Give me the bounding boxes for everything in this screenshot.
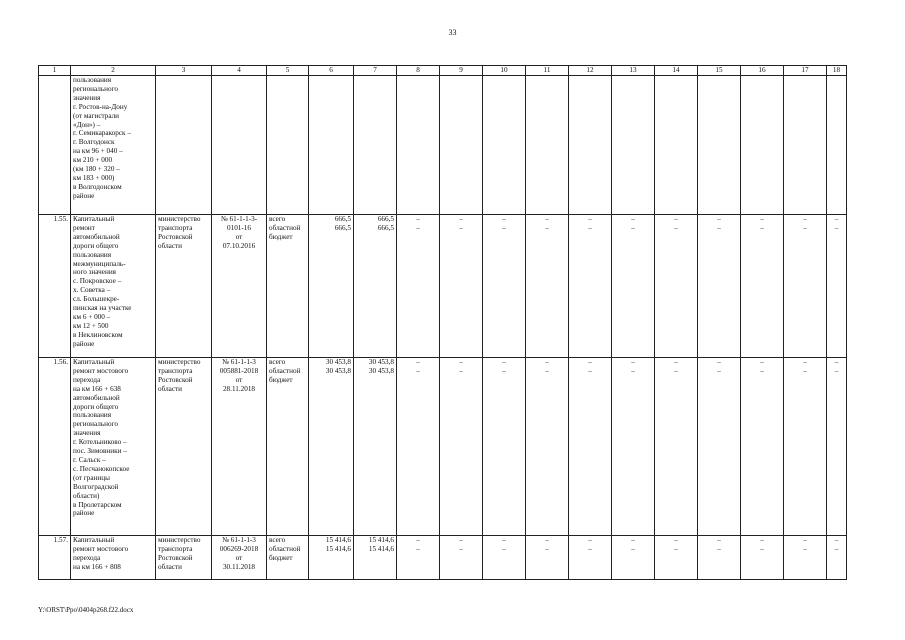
year-col-15 [698, 215, 741, 358]
amount-col-7 [354, 215, 397, 358]
year-col-18 [827, 215, 847, 358]
year-col-9 [440, 536, 483, 580]
document-ref [212, 215, 267, 358]
dash-value: – [717, 366, 721, 375]
year-col-12 [569, 358, 612, 536]
dash-value [743, 85, 781, 94]
dash-value: – [459, 366, 463, 375]
column-number-7: 7 [354, 66, 397, 76]
funding-source [267, 76, 309, 215]
column-number-16: 16 [741, 66, 784, 76]
document-ref-text: № 61-1-1-3- 0101-16 от 07.10.2016 [220, 215, 258, 250]
document-ref-text: № 61-1-1-3 006269-2018 от 30.11.2018 [219, 536, 259, 571]
column-number-13: 13 [612, 66, 655, 76]
table-row [39, 358, 847, 536]
year-col-14 [655, 76, 698, 215]
amount-value: 666,5 [334, 215, 351, 223]
responsible-org [156, 215, 212, 358]
year-col-8 [397, 358, 440, 536]
amount-value [311, 76, 351, 85]
amount-col-6 [309, 358, 354, 536]
funding-source-src2: областной бюджет [269, 223, 301, 241]
dash-value [528, 76, 566, 85]
dash-value: – [545, 536, 549, 544]
dash-value: – [803, 223, 807, 232]
column-number-1: 1 [39, 66, 71, 76]
year-col-17 [784, 215, 827, 358]
dash-value: – [760, 223, 764, 232]
dash-value [700, 85, 738, 94]
year-col-13 [612, 358, 655, 536]
funding-source [267, 358, 309, 536]
dash-value [571, 76, 609, 85]
dash-value: – [717, 358, 721, 366]
year-col-10 [483, 215, 526, 358]
year-col-12 [569, 536, 612, 580]
dash-value: – [631, 223, 635, 232]
year-col-8 [397, 76, 440, 215]
dash-value [399, 76, 437, 85]
object-name-text: пользования регионального значения г. Ростов-на-Дону (от магистрали «Дон») – г. Семикаракорск – г. Волгодонск на км 96 + 040 – км 210 + 000 (км 180 + 320 – км 183 + 000) в Волгодонском районе [73, 76, 131, 200]
year-col-13 [612, 76, 655, 215]
column-number-17: 17 [784, 66, 827, 76]
dash-value: – [588, 544, 592, 553]
responsible-org [156, 358, 212, 536]
dash-value: – [803, 366, 807, 375]
column-number-6: 6 [309, 66, 354, 76]
dash-value [657, 85, 695, 94]
dash-value: – [459, 544, 463, 553]
dash-value: – [502, 536, 506, 544]
year-col-14 [655, 536, 698, 580]
dash-value [399, 85, 437, 94]
object-name-text: Капитальный ремонт мостового перехода на км 166 + 808 [73, 536, 129, 571]
dash-value: – [834, 544, 839, 553]
dash-value: – [502, 223, 506, 232]
dash-value [442, 85, 480, 94]
amount-value: 666,5 [334, 223, 351, 232]
document-ref [212, 536, 267, 580]
responsible-org-text: министерство транспорта Ростовской области [158, 536, 201, 571]
column-number-11: 11 [526, 66, 569, 76]
dash-value: – [459, 536, 463, 544]
year-col-11 [526, 215, 569, 358]
dash-value: – [416, 544, 420, 553]
row-number [39, 358, 71, 536]
year-col-10 [483, 358, 526, 536]
dash-value: – [717, 544, 721, 553]
dash-value: – [631, 366, 635, 375]
amount-value: 15 414,6 [325, 536, 351, 544]
table-row [39, 536, 847, 580]
dash-value: – [588, 536, 592, 544]
column-number-3: 3 [156, 66, 212, 76]
responsible-org-text: министерство транспорта Ростовской области [158, 358, 201, 393]
amount-col-6 [309, 215, 354, 358]
dash-value: – [717, 536, 721, 544]
year-col-17 [784, 76, 827, 215]
document-ref [212, 76, 267, 215]
dash-value: – [674, 544, 678, 553]
year-col-11 [526, 536, 569, 580]
year-col-8 [397, 215, 440, 358]
year-col-15 [698, 536, 741, 580]
year-col-13 [612, 215, 655, 358]
dash-value: – [416, 366, 420, 375]
year-col-9 [440, 76, 483, 215]
dash-value: – [545, 215, 549, 223]
year-col-9 [440, 358, 483, 536]
dash-value: – [502, 358, 506, 366]
amount-value [311, 85, 351, 94]
dash-value: – [588, 366, 592, 375]
dash-value: – [588, 358, 592, 366]
funding-source-src2: областной бюджет [269, 544, 301, 562]
year-col-16 [741, 536, 784, 580]
dash-value: – [545, 358, 549, 366]
row-number [39, 215, 71, 358]
year-col-17 [784, 358, 827, 536]
budget-table [38, 65, 847, 580]
year-col-11 [526, 358, 569, 536]
dash-value: – [834, 536, 839, 544]
amount-col-7 [354, 76, 397, 215]
dash-value: – [803, 544, 807, 553]
object-name-text: Капитальный ремонт мостового перехода на км 166 + 638 автомобильной дороги общего пользования регионального значения г. Котельниково – пос. Зимовники – г. Сальск – с. Песчанокопское (от границы Волгоградской области) в Пролетарском районе [73, 358, 130, 518]
row-number [39, 536, 71, 580]
year-col-18 [827, 358, 847, 536]
object-name-text: Капитальный ремонт автомобильной дороги общего пользования межмуниципаль- ного значения с. Покровское – х. Советка – сл. Большекре- пинская на участке км 6 + 000 – км 12 + 500 в Неклиновском районе [73, 215, 132, 348]
dash-value: – [834, 223, 839, 232]
dash-value: – [631, 536, 635, 544]
dash-value: – [803, 358, 807, 366]
amount-col-6 [309, 76, 354, 215]
column-number-9: 9 [440, 66, 483, 76]
dash-value: – [545, 544, 549, 553]
dash-value: – [588, 223, 592, 232]
column-number-5: 5 [267, 66, 309, 76]
column-number-15: 15 [698, 66, 741, 76]
dash-value: – [834, 358, 839, 366]
dash-value [743, 76, 781, 85]
year-col-18 [827, 76, 847, 215]
dash-value: – [631, 215, 635, 223]
year-col-16 [741, 76, 784, 215]
row-number-text: 1.56. [53, 358, 68, 366]
dash-value: – [545, 366, 549, 375]
dash-value [571, 85, 609, 94]
amount-value: 666,5 [377, 215, 394, 223]
year-col-12 [569, 76, 612, 215]
amount-value [356, 85, 394, 94]
dash-value: – [459, 223, 463, 232]
column-number-2: 2 [71, 66, 156, 76]
dash-value: – [545, 223, 549, 232]
year-col-15 [698, 76, 741, 215]
dash-value [786, 85, 824, 94]
responsible-org-text: министерство транспорта Ростовской области [158, 215, 201, 250]
dash-value [442, 76, 480, 85]
amount-value: 666,5 [377, 223, 394, 232]
dash-value [829, 85, 844, 94]
year-col-10 [483, 536, 526, 580]
dash-value: – [760, 366, 764, 375]
funding-source [267, 215, 309, 358]
dash-value: – [588, 215, 592, 223]
dash-value: – [502, 215, 506, 223]
dash-value: – [459, 358, 463, 366]
document-ref-text: № 61-1-1-3 005881-2018 от 28.11.2018 [219, 358, 259, 393]
page-number: 33 [448, 28, 457, 37]
year-col-8 [397, 536, 440, 580]
year-col-11 [526, 76, 569, 215]
dash-value: – [459, 215, 463, 223]
amount-value: 30 453,8 [368, 358, 394, 366]
dash-value: – [834, 215, 839, 223]
year-col-17 [784, 536, 827, 580]
amount-col-6 [309, 536, 354, 580]
year-col-10 [483, 76, 526, 215]
dash-value: – [416, 536, 420, 544]
column-number-14: 14 [655, 66, 698, 76]
dash-value [485, 85, 523, 94]
row-number-text: 1.55. [53, 215, 68, 223]
dash-value: – [760, 358, 764, 366]
object-name [71, 76, 156, 215]
year-col-16 [741, 215, 784, 358]
dash-value [614, 76, 652, 85]
dash-value: – [834, 366, 839, 375]
column-number-12: 12 [569, 66, 612, 76]
column-number-8: 8 [397, 66, 440, 76]
document-ref [212, 358, 267, 536]
object-name [71, 358, 156, 536]
dash-value: – [502, 544, 506, 553]
dash-value: – [502, 366, 506, 375]
header-row [39, 66, 847, 76]
table-row [39, 215, 847, 358]
object-name [71, 536, 156, 580]
amount-col-7 [354, 536, 397, 580]
amount-col-7 [354, 358, 397, 536]
file-path-footer: Y:\ORST\Ppo\0404p268.f22.docx [38, 606, 134, 614]
funding-source [267, 536, 309, 580]
object-name [71, 215, 156, 358]
dash-value: – [416, 358, 420, 366]
year-col-14 [655, 215, 698, 358]
dash-value: – [717, 215, 721, 223]
dash-value: – [416, 223, 420, 232]
dash-value [614, 85, 652, 94]
funding-source-src2: областной бюджет [269, 366, 301, 384]
amount-value: 30 453,8 [325, 366, 351, 375]
year-col-18 [827, 536, 847, 580]
amount-value [356, 76, 394, 85]
column-number-10: 10 [483, 66, 526, 76]
dash-value: – [674, 366, 678, 375]
year-col-12 [569, 215, 612, 358]
amount-value: 15 414,6 [368, 536, 394, 544]
dash-value: – [674, 536, 678, 544]
table-row [39, 76, 847, 215]
dash-value [657, 76, 695, 85]
year-col-13 [612, 536, 655, 580]
funding-source-src1: всего [269, 358, 286, 366]
year-col-15 [698, 358, 741, 536]
dash-value: – [416, 215, 420, 223]
dash-value [786, 76, 824, 85]
row-number [39, 76, 71, 215]
dash-value: – [674, 358, 678, 366]
responsible-org [156, 76, 212, 215]
amount-value: 30 453,8 [325, 358, 351, 366]
dash-value: – [760, 536, 764, 544]
dash-value [528, 85, 566, 94]
year-col-14 [655, 358, 698, 536]
dash-value: – [803, 536, 807, 544]
year-col-16 [741, 358, 784, 536]
responsible-org [156, 536, 212, 580]
funding-source-src1: всего [269, 536, 286, 544]
dash-value: – [717, 223, 721, 232]
dash-value: – [760, 215, 764, 223]
column-number-4: 4 [212, 66, 267, 76]
funding-source-src1: всего [269, 215, 286, 223]
dash-value: – [674, 223, 678, 232]
year-col-9 [440, 215, 483, 358]
column-number-18: 18 [827, 66, 847, 76]
dash-value [829, 76, 844, 85]
amount-value: 30 453,8 [368, 366, 394, 375]
dash-value: – [760, 544, 764, 553]
amount-value: 15 414,6 [325, 544, 351, 553]
dash-value: – [803, 215, 807, 223]
dash-value [485, 76, 523, 85]
row-number-text: 1.57. [53, 536, 68, 544]
dash-value: – [674, 215, 678, 223]
dash-value: – [631, 358, 635, 366]
amount-value: 15 414,6 [368, 544, 394, 553]
dash-value: – [631, 544, 635, 553]
dash-value [700, 76, 738, 85]
